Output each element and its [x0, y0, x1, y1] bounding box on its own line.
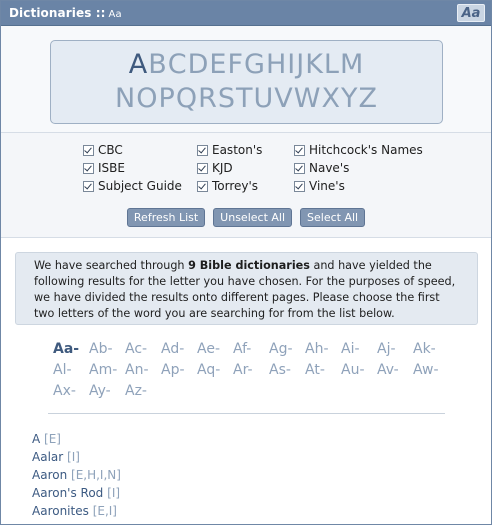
page-link-ap[interactable]: Ap-: [161, 362, 185, 378]
page-link-ad[interactable]: Ad-: [161, 341, 185, 357]
page-link-at[interactable]: At-: [305, 362, 325, 378]
dictionary-checkbox-kjd[interactable]: [197, 161, 233, 175]
page-link-aw[interactable]: Aw-: [413, 362, 439, 378]
alphabet-section: [1, 26, 491, 133]
page-link-ay[interactable]: Ay-: [89, 383, 111, 399]
letter-v[interactable]: V: [274, 83, 294, 114]
message-part-1: We have searched through: [34, 259, 189, 272]
window-title: [9, 6, 122, 20]
letter-f[interactable]: F: [227, 49, 244, 80]
result-word[interactable]: Aaron: [32, 468, 68, 482]
dictionary-filters: [1, 133, 491, 238]
checkbox-checked-icon[interactable]: [197, 181, 208, 192]
checkbox-checked-icon[interactable]: [83, 163, 94, 174]
window-subtitle: Aa: [108, 9, 122, 20]
result-word[interactable]: Aaron's Rod: [32, 486, 104, 500]
result-item[interactable]: [32, 502, 121, 520]
results-list: [32, 430, 121, 520]
page-link-ac[interactable]: Ac-: [125, 341, 148, 357]
result-item[interactable]: [32, 466, 121, 484]
page-link-ae[interactable]: Ae-: [197, 341, 220, 357]
result-sources: [I]: [67, 450, 80, 464]
dictionary-checkbox-torrey-s[interactable]: [197, 179, 258, 193]
checkbox-checked-icon[interactable]: [294, 181, 305, 192]
filter-button-row: [1, 208, 491, 227]
letter-a[interactable]: A: [128, 49, 149, 80]
letter-h[interactable]: H: [265, 49, 288, 80]
search-info-message: [15, 252, 478, 325]
checkbox-checked-icon[interactable]: [197, 145, 208, 156]
page-link-ag[interactable]: Ag-: [269, 341, 293, 357]
result-sources: [E]: [44, 432, 61, 446]
alphabet-panel: [50, 40, 443, 124]
checkbox-label: Subject Guide: [98, 179, 182, 193]
page-row-2: [53, 362, 453, 383]
letter-e[interactable]: E: [209, 49, 228, 80]
page-link-aj[interactable]: Aj-: [377, 341, 396, 357]
alphabet-row-1: [129, 48, 365, 82]
page-link-au[interactable]: Au-: [341, 362, 365, 378]
page-link-ak[interactable]: Ak-: [413, 341, 436, 357]
unselect-all-button[interactable]: Unselect All: [213, 208, 292, 227]
result-sources: [E,H,I,N]: [71, 468, 121, 482]
checkbox-checked-icon[interactable]: [83, 181, 94, 192]
page-link-ab[interactable]: Ab-: [89, 341, 113, 357]
page-link-ar[interactable]: Ar-: [233, 362, 253, 378]
result-word[interactable]: Aaronites: [32, 504, 89, 518]
refresh-list-button[interactable]: Refresh List: [127, 208, 205, 227]
alphabet-row-2: [115, 82, 378, 116]
checkbox-label: KJD: [212, 161, 233, 175]
letter-c[interactable]: C: [167, 49, 188, 80]
checkbox-label: Torrey's: [212, 179, 259, 193]
page-link-ai[interactable]: Ai-: [341, 341, 360, 357]
checkbox-checked-icon[interactable]: [294, 145, 305, 156]
letter-y[interactable]: Y: [340, 83, 359, 114]
page-link-ah[interactable]: Ah-: [305, 341, 329, 357]
letter-w[interactable]: W: [293, 83, 322, 114]
checkbox-label: CBC: [98, 143, 123, 157]
result-sources: [E,I]: [92, 504, 117, 518]
checkbox-label: Easton's: [212, 143, 263, 157]
letter-j[interactable]: J: [296, 49, 306, 80]
font-size-button[interactable]: Aa: [457, 4, 485, 22]
page-link-af[interactable]: Af-: [233, 341, 252, 357]
window-title-text: Dictionaries ::: [9, 6, 106, 20]
letter-p[interactable]: P: [158, 83, 176, 114]
checkbox-label: Vine's: [309, 179, 345, 193]
checkbox-checked-icon[interactable]: [294, 163, 305, 174]
page-link-al[interactable]: Al-: [53, 362, 72, 378]
result-item[interactable]: [32, 430, 121, 448]
dictionary-checkbox-easton-s[interactable]: [197, 143, 262, 157]
dictionary-checkbox-vine-s[interactable]: [294, 179, 345, 193]
message-bold: 9 Bible dictionaries: [188, 259, 310, 272]
result-word[interactable]: Aalar: [32, 450, 64, 464]
page-link-as[interactable]: As-: [269, 362, 291, 378]
page-link-an[interactable]: An-: [125, 362, 149, 378]
result-word[interactable]: A: [32, 432, 41, 446]
checkbox-label: Hitchcock's Names: [309, 143, 423, 157]
divider: [48, 413, 445, 414]
page-link-aa[interactable]: Aa-: [53, 341, 80, 357]
checkbox-label: ISBE: [98, 161, 125, 175]
page-link-az[interactable]: Az-: [125, 383, 147, 399]
checkbox-checked-icon[interactable]: [83, 145, 94, 156]
letter-n[interactable]: N: [115, 83, 137, 114]
letter-i[interactable]: I: [287, 49, 297, 80]
title-bar: [1, 1, 491, 26]
page-row-3: [53, 383, 453, 404]
page-link-am[interactable]: Am-: [89, 362, 118, 378]
page-selector: [53, 341, 453, 404]
letter-x[interactable]: X: [321, 83, 341, 114]
dictionary-checkbox-nave-s[interactable]: [294, 161, 349, 175]
letter-d[interactable]: D: [187, 49, 210, 80]
dictionary-checkbox-cbc[interactable]: [83, 143, 123, 157]
dictionary-checkbox-hitchcock-s-names[interactable]: [294, 143, 423, 157]
letter-r[interactable]: R: [198, 83, 218, 114]
dictionary-checkbox-subject-guide[interactable]: [83, 179, 182, 193]
checkbox-label: Nave's: [309, 161, 350, 175]
select-all-button[interactable]: Select All: [300, 208, 365, 227]
checkbox-checked-icon[interactable]: [197, 163, 208, 174]
page-link-aq[interactable]: Aq-: [197, 362, 221, 378]
result-item[interactable]: [32, 448, 121, 466]
letter-g[interactable]: G: [244, 49, 266, 80]
letter-s[interactable]: S: [217, 83, 236, 114]
message-part-2: and have yielded the following results for the letter you have chosen. For the purposes of speed, we have divided the results onto different pages. Please choose the first two letters of the word you are searching for from the list below.: [34, 259, 456, 320]
letter-z[interactable]: Z: [358, 83, 378, 114]
result-sources: [I]: [107, 486, 121, 500]
letter-b[interactable]: B: [148, 49, 168, 80]
letter-q[interactable]: Q: [175, 83, 199, 114]
result-item[interactable]: [32, 484, 121, 502]
dictionary-checkbox-isbe[interactable]: [83, 161, 125, 175]
page-row-1: [53, 341, 453, 362]
letter-k[interactable]: K: [305, 49, 324, 80]
page-link-ax[interactable]: Ax-: [53, 383, 76, 399]
letter-m[interactable]: M: [339, 49, 365, 80]
letter-t[interactable]: T: [235, 83, 254, 114]
page-link-av[interactable]: Av-: [377, 362, 399, 378]
letter-l[interactable]: L: [323, 49, 340, 80]
letter-o[interactable]: O: [136, 83, 159, 114]
letter-u[interactable]: U: [253, 83, 275, 114]
